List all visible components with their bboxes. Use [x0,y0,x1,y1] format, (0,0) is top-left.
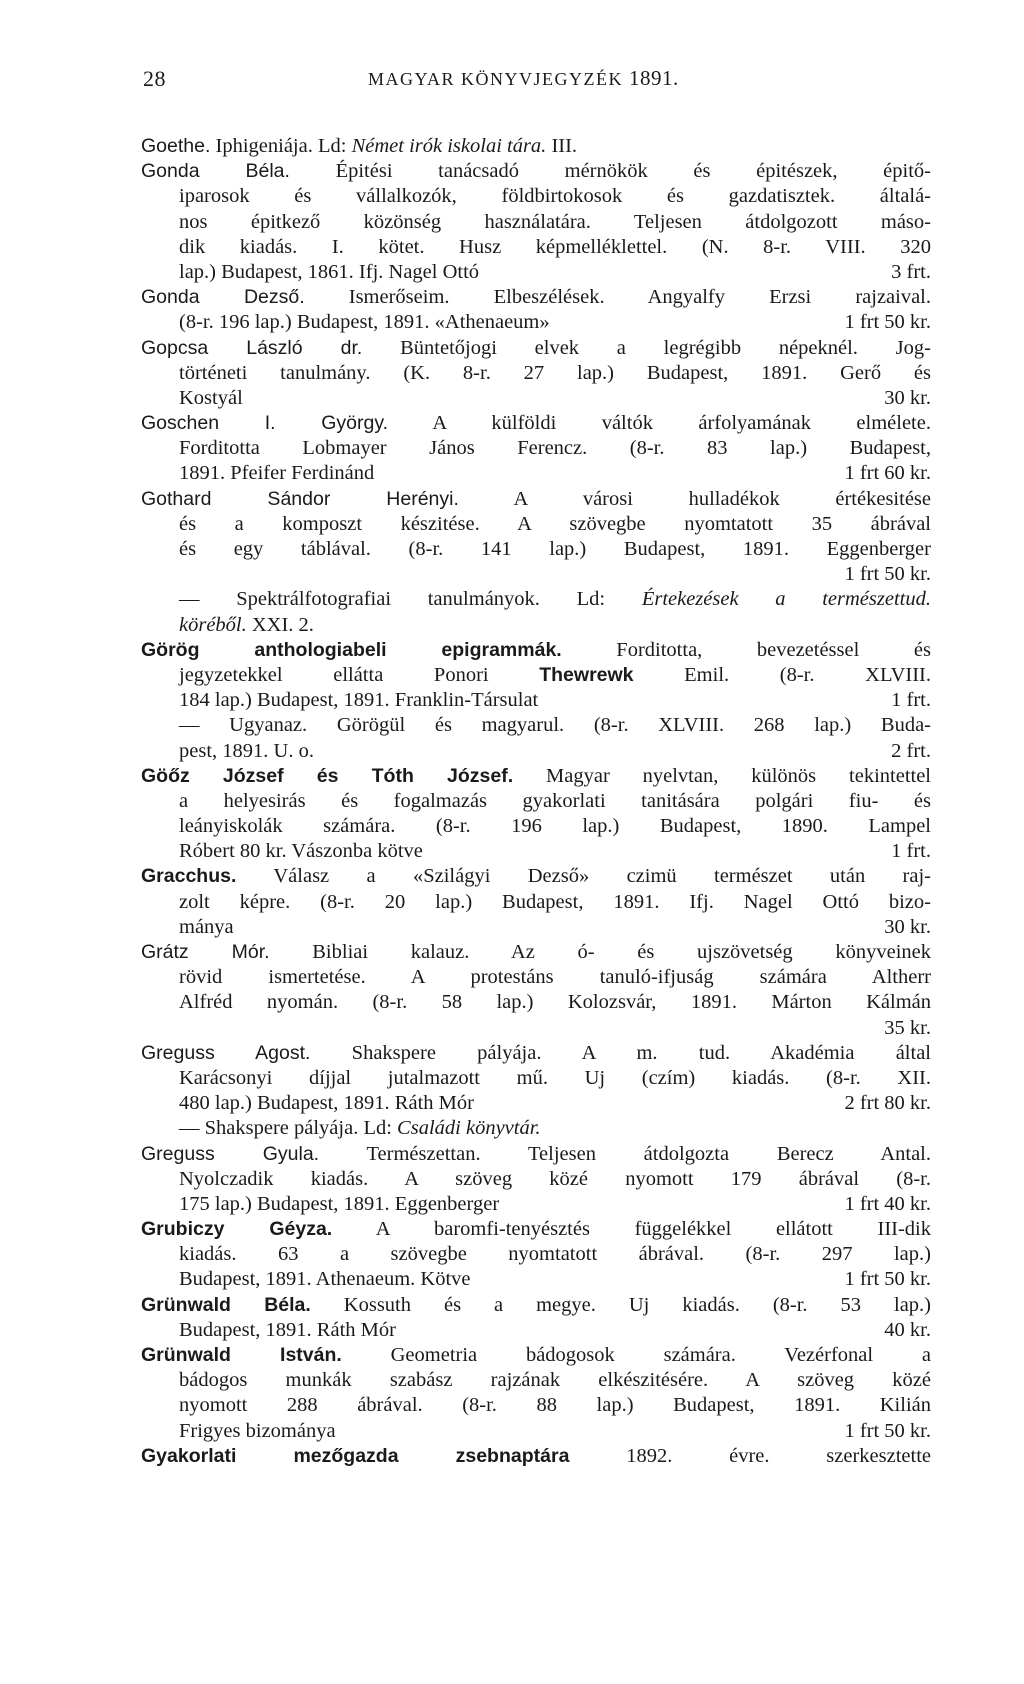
entry-price: 2 frt. [891,739,931,762]
entry-price: 2 frt 80 kr. [844,1092,931,1115]
entry-line-text [141,134,931,159]
entry-line-text [141,1293,931,1318]
entry-text: 1892. évre. szerkesztette [569,1444,931,1467]
entry-line [141,613,931,638]
entry-price: 1 frt. [891,840,931,863]
entry-line-text [179,436,931,461]
entry-line [141,1368,931,1393]
entry-heading: Goethe. [141,135,211,157]
entry-text: Karácsonyi díjjal jutalmazott mű. Uj (czím) kiadás. (8-r. XII. [179,1066,931,1089]
entry-price: 30 kr. [884,386,931,409]
entry-line-text [179,210,931,235]
entry-text: Válasz a «Szilágyi Dezső» czimü természet után raj- [236,865,931,888]
entry-text: Kossuth és a megye. Uj kiadás. (8-r. 53 lap.) [310,1293,931,1316]
entry-line [141,562,931,587]
running-title-year: 1891. [629,66,679,90]
entry-text: mánya [179,915,234,938]
running-title [368,66,679,91]
entry-line-text [179,1419,781,1444]
entry-text: lap.) Budapest, 1861. Ifj. Nagel Ottó [179,260,480,283]
entry-line-text [179,789,931,814]
entry-heading: Grátz Mór. [141,941,270,963]
entry-line-text [179,260,781,285]
entry-line [141,235,931,260]
entry-text: Forditotta Lobmayer János Ferencz. (8-r. 83 lap.) Budapest, [179,437,931,460]
entry-price: 30 kr. [884,915,931,938]
entry-line [141,713,931,738]
entry-line-text [179,361,931,386]
entry-price: 35 kr. [884,1016,931,1039]
entry-line [141,1016,931,1041]
entry-line-text [141,1444,931,1469]
entry-line [141,1343,931,1368]
entry-heading: Greguss Gyula. [141,1142,320,1165]
entry-line [141,1066,931,1091]
entry-heading: Gonda Béla. [141,160,290,183]
entry-price: 1 frt 40 kr. [844,1192,931,1215]
entry-line [141,1091,931,1116]
entry-line-text [179,537,931,562]
entry-text: Magyar nyelvtan, különös tekintettel [513,764,931,787]
entry-line-text [141,336,931,361]
entry-line-text [179,1116,931,1141]
entry-line [141,1293,931,1318]
entry-line-text [141,159,931,184]
entry-line [141,260,931,285]
entry-heading: Grünwald Béla. [141,1293,311,1316]
running-title-text: MAGYAR KÖNYVJEGYZÉK [368,69,623,89]
entry-text: kiadás. 63 a szövegbe nyomtatott ábrával. (8-r. 297 lap.) [179,1243,931,1266]
entry-line [141,1041,931,1066]
entry-line-text [179,1167,931,1192]
entry-heading: Grünwald István. [141,1344,342,1366]
entry-line [141,940,931,965]
entry-line [141,1142,931,1167]
entry-price: 1 frt 50 kr. [844,563,931,586]
entry-line [141,361,931,386]
entry-line-text [141,940,931,965]
entry-text: 184 lap.) Budapest, 1891. Franklin-Társulat [179,689,539,712]
entry-text: (8-r. 196 lap.) Budapest, 1891. «Athenaeum» [179,311,550,334]
entry-line [141,310,931,335]
entry-text: — Ugyanaz. Görögül és magyarul. (8-r. XLVIII. 268 lap.) Buda- [179,714,931,737]
entry-line-text [179,688,781,713]
entry-line [141,436,931,461]
entry-text: Budapest, 1891. Athenaeum. Kötve [179,1268,471,1291]
entry-text: Büntetőjogi elvek a legrégibb népeknél. Jog- [362,336,931,359]
entry-line-text [179,235,931,260]
entry-text: III. [546,135,578,157]
entry-heading: Göőz József és Tóth József. [141,764,514,787]
entry-line [141,1192,931,1217]
entry-line [141,411,931,436]
entry-text: bádogos munkák szabász rajzának elkészitésére. A szöveg közé [179,1369,931,1392]
entry-line [141,134,931,159]
entry-line-text [179,184,931,209]
entry-line-text [179,1091,781,1116]
entry-line [141,537,931,562]
entry-price: 1 frt 50 kr. [844,1419,931,1442]
entry-line-text [179,739,781,764]
entry-line-text [141,487,931,512]
entry-line-text [179,461,781,486]
entry-line [141,587,931,612]
entry-heading: Gopcsa László dr. [141,336,363,359]
entry-price: 1 frt 50 kr. [844,311,931,334]
entry-line [141,512,931,537]
entry-line-text [141,1142,931,1167]
entry-line-text [179,1066,931,1091]
entry-line [141,1167,931,1192]
entry-line [141,1267,931,1292]
entry-line [141,789,931,814]
bibliography-entries [141,134,931,1469]
entry-line [141,688,931,713]
entry-text: Shakspere pályája. A m. tud. Akadémia által [310,1041,931,1064]
entry-line [141,1116,931,1141]
entry-line-text [179,890,931,915]
entry-line [141,1217,931,1242]
entry-price: 3 frt. [891,260,931,283]
entry-line [141,1242,931,1267]
entry-text: Forditotta, bevezetéssel és [561,638,931,661]
entry-text: XXI. 2. [246,613,314,636]
entry-line [141,386,931,411]
entry-line [141,159,931,184]
entry-line [141,663,931,688]
entry-text: 175 lap.) Budapest, 1891. Eggenberger [179,1192,500,1215]
entry-heading: Thewrewk [539,663,634,686]
entry-text: 1891. Pfeifer Ferdinánd [179,462,375,485]
entry-price: 40 kr. [884,1318,931,1341]
entry-line-text [179,713,931,738]
entry-line-text [179,663,931,688]
entry-line-text [179,1267,781,1292]
entry-line [141,285,931,310]
entry-line-text [141,1041,931,1066]
entry-line [141,864,931,889]
entry-line-text [179,814,931,839]
entry-line-text [141,864,931,889]
entry-line [141,890,931,915]
entry-line [141,1318,931,1343]
entry-text: Alfréd nyomán. (8-r. 58 lap.) Kolozsvár, 1891. Márton Kálmán [179,991,931,1014]
entry-line-text [179,310,781,335]
entry-line-text [179,1242,931,1267]
entry-text: pest, 1891. U. o. [179,739,314,762]
entry-line [141,461,931,486]
entry-text: — Spektrálfotografiai tanulmányok. Ld: [179,588,642,611]
entry-line [141,839,931,864]
entry-line-text [179,1368,931,1393]
entry-heading: Gracchus. [141,865,237,888]
entry-text: nos épitkező közönség használatára. Teljesen átdolgozott máso- [179,210,931,233]
entry-text: iparosok és vállalkozók, földbirtokosok és gazdatisztek. általá- [179,185,931,208]
entry-line-text [141,1217,931,1242]
entry-text: nyomott 288 ábrával. (8-r. 88 lap.) Budapest, 1891. Kilián [179,1394,931,1417]
entry-line [141,638,931,663]
entry-line [141,487,931,512]
entry-text: Ismerőseim. Elbeszélések. Angyalfy Erzsi rajzaival. [304,286,932,309]
entry-price: 1 frt. [891,689,931,712]
entry-line [141,739,931,764]
entry-line [141,965,931,990]
entry-heading: Görög anthologiabeli epigrammák. [141,638,562,661]
entry-line-text [141,1343,931,1368]
entry-price: 1 frt 60 kr. [844,462,931,485]
entry-line-text [179,990,931,1015]
page-number: 28 [143,66,166,91]
entry-text: 480 lap.) Budapest, 1891. Ráth Mór [179,1092,474,1115]
entry-heading: Greguss Agost. [141,1041,311,1064]
entry-line-text [179,1192,781,1217]
entry-text: A baromfi-tenyésztés függelékkel ellátott III-dik [332,1218,931,1241]
entry-line [141,1393,931,1418]
entry-price: 1 frt 50 kr. [844,1268,931,1291]
entry-line-text [179,587,931,612]
entry-text: A városi hulladékok értékesitése [458,487,931,510]
entry-line-text [141,285,931,310]
entry-line [141,915,931,940]
entry-line [141,210,931,235]
entry-line-text [179,965,931,990]
entry-text: Kostyál [179,386,243,409]
entry-text: Nyolczadik kiadás. A szöveg közé nyomott 179 ábrával (8-r. [179,1167,931,1190]
entry-line-text [179,1393,931,1418]
entry-italic-text: köréből. [179,613,247,636]
entry-text: rövid ismertetése. A protestáns tanuló-ifjuság számára Altherr [179,966,931,989]
entry-text: történeti tanulmány. (K. 8-r. 27 lap.) Budapest, 1891. Gerő és [179,361,931,384]
entry-text: Geometria bádogosok számára. Vezérfonal a [341,1344,931,1366]
entry-text: jegyzetekkel ellátta Ponori [179,663,540,686]
entry-line-text [141,638,931,663]
entry-text: Természettan. Teljesen átdolgozta Berecz Antal. [319,1142,931,1165]
entry-line-text [179,1318,781,1343]
entry-italic-text: Német irók iskolai tára. [351,135,547,157]
entry-line-text [179,386,781,411]
entry-heading: Gonda Dezső. [141,286,305,309]
entry-italic-text: Családi könyvtár. [397,1117,541,1140]
entry-line-text [179,839,781,864]
entry-italic-text: Értekezések a természettud. [641,588,931,611]
entry-heading: Gothard Sándor Herényi. [141,487,459,510]
entry-line [141,990,931,1015]
entry-heading: Grubiczy Géyza. [141,1218,333,1241]
entry-text: zolt képre. (8-r. 20 lap.) Budapest, 1891. Ifj. Nagel Ottó bizo- [179,890,931,913]
entry-line-text [179,512,931,537]
entry-text: leányiskolák számára. (8-r. 196 lap.) Budapest, 1890. Lampel [179,815,931,838]
entry-line [141,184,931,209]
entry-line-text [179,613,931,638]
entry-line [141,814,931,839]
entry-line [141,1444,931,1469]
entry-line [141,336,931,361]
entry-text: Iphigeniája. Ld: [210,135,352,157]
entry-text: és egy táblával. (8-r. 141 lap.) Budapest, 1891. Eggenberger [179,538,931,560]
entry-heading: Gyakorlati mezőgazda zsebnaptára [141,1444,570,1467]
entry-text: a helyesirás és fogalmazás gyakorlati tanitására polgári fiu- és [179,789,931,812]
entry-text: Bibliai kalauz. Az ó- és ujszövetség könyveinek [269,941,931,963]
entry-text: Budapest, 1891. Ráth Mór [179,1318,396,1341]
entry-line [141,1419,931,1444]
entry-line-text [141,764,931,789]
entry-text: Emil. (8-r. XLVIII. [633,663,931,686]
entry-text: A külföldi váltók árfolyamának elmélete. [388,412,931,435]
entry-heading: Goschen I. György. [141,412,389,435]
entry-text: Frigyes bizománya [179,1419,336,1442]
page-header [143,66,943,96]
entry-text: — Shakspere pályája. Ld: [179,1117,398,1140]
entry-text: dik kiadás. I. kötet. Husz képmelléklettel. (N. 8-r. VIII. 320 [179,235,931,258]
entry-text: Épitési tanácsadó mérnökök és épitészek, épitő- [289,160,931,183]
entry-line-text [141,411,931,436]
entry-text: és a komposzt készitése. A szövegbe nyomtatott 35 ábrával [179,512,931,535]
entry-line [141,764,931,789]
entry-line-text [179,915,781,940]
entry-text: Róbert 80 kr. Vászonba kötve [179,840,423,863]
